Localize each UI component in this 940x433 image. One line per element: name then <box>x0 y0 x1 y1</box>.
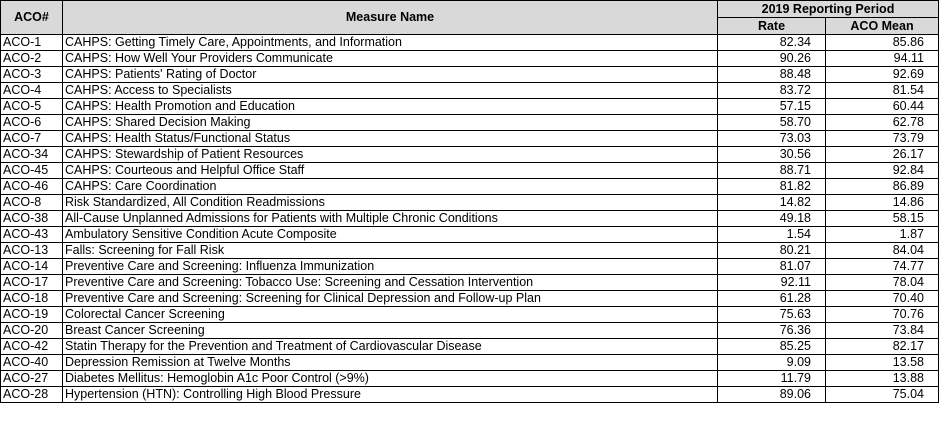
measure-name-cell: Risk Standardized, All Condition Readmissions <box>63 195 718 211</box>
rate-cell: 89.06 <box>718 387 826 403</box>
aco-mean-cell: 92.69 <box>826 67 939 83</box>
measure-name-cell: Ambulatory Sensitive Condition Acute Composite <box>63 227 718 243</box>
aco-cell: ACO-27 <box>1 371 63 387</box>
aco-cell: ACO-19 <box>1 307 63 323</box>
table-row <box>1 67 939 83</box>
aco-mean-cell: 94.11 <box>826 51 939 67</box>
measure-name-cell: Preventive Care and Screening: Tobacco Use: Screening and Cessation Intervention <box>63 275 718 291</box>
measure-name-cell: CAHPS: Care Coordination <box>63 179 718 195</box>
aco-mean-cell: 92.84 <box>826 163 939 179</box>
rate-cell: 82.34 <box>718 35 826 51</box>
table-row <box>1 307 939 323</box>
rate-cell: 30.56 <box>718 147 826 163</box>
table-row <box>1 355 939 371</box>
measure-name-cell: Breast Cancer Screening <box>63 323 718 339</box>
aco-mean-cell: 58.15 <box>826 211 939 227</box>
measure-column-header: Measure Name <box>63 1 718 35</box>
aco-mean-cell: 73.84 <box>826 323 939 339</box>
aco-mean-cell: 26.17 <box>826 147 939 163</box>
aco-mean-cell: 13.58 <box>826 355 939 371</box>
aco-mean-cell: 85.86 <box>826 35 939 51</box>
aco-cell: ACO-45 <box>1 163 63 179</box>
rate-cell: 9.09 <box>718 355 826 371</box>
table-row <box>1 387 939 403</box>
rate-cell: 1.54 <box>718 227 826 243</box>
aco-cell: ACO-3 <box>1 67 63 83</box>
measure-name-cell: Preventive Care and Screening: Influenza Immunization <box>63 259 718 275</box>
measure-name-cell: CAHPS: Access to Specialists <box>63 83 718 99</box>
rate-cell: 11.79 <box>718 371 826 387</box>
rate-cell: 88.71 <box>718 163 826 179</box>
rate-cell: 61.28 <box>718 291 826 307</box>
rate-cell: 73.03 <box>718 131 826 147</box>
measure-name-cell: CAHPS: Patients' Rating of Doctor <box>63 67 718 83</box>
aco-cell: ACO-4 <box>1 83 63 99</box>
aco-cell: ACO-43 <box>1 227 63 243</box>
rate-cell: 81.07 <box>718 259 826 275</box>
aco-cell: ACO-34 <box>1 147 63 163</box>
rate-cell: 81.82 <box>718 179 826 195</box>
aco-mean-cell: 86.89 <box>826 179 939 195</box>
aco-mean-cell: 1.87 <box>826 227 939 243</box>
table-row <box>1 371 939 387</box>
measure-name-cell: Statin Therapy for the Prevention and Treatment of Cardiovascular Disease <box>63 339 718 355</box>
aco-mean-cell: 84.04 <box>826 243 939 259</box>
table-row <box>1 179 939 195</box>
measure-name-cell: CAHPS: Stewardship of Patient Resources <box>63 147 718 163</box>
aco-cell: ACO-5 <box>1 99 63 115</box>
aco-cell: ACO-28 <box>1 387 63 403</box>
rate-cell: 80.21 <box>718 243 826 259</box>
aco-column-header: ACO# <box>1 1 63 35</box>
aco-cell: ACO-17 <box>1 275 63 291</box>
table-row <box>1 243 939 259</box>
aco-cell: ACO-46 <box>1 179 63 195</box>
rate-column-header: Rate <box>718 18 826 35</box>
aco-mean-cell: 75.04 <box>826 387 939 403</box>
aco-cell: ACO-2 <box>1 51 63 67</box>
rate-cell: 83.72 <box>718 83 826 99</box>
table-row <box>1 291 939 307</box>
table-row <box>1 323 939 339</box>
aco-cell: ACO-7 <box>1 131 63 147</box>
table-row <box>1 227 939 243</box>
table-row <box>1 195 939 211</box>
aco-mean-cell: 78.04 <box>826 275 939 291</box>
rate-cell: 14.82 <box>718 195 826 211</box>
measure-name-cell: CAHPS: Health Promotion and Education <box>63 99 718 115</box>
table-row <box>1 275 939 291</box>
rate-cell: 58.70 <box>718 115 826 131</box>
rate-cell: 92.11 <box>718 275 826 291</box>
aco-cell: ACO-42 <box>1 339 63 355</box>
aco-mean-cell: 70.76 <box>826 307 939 323</box>
measure-name-cell: Preventive Care and Screening: Screening for Clinical Depression and Follow-up Plan <box>63 291 718 307</box>
measure-name-cell: Diabetes Mellitus: Hemoglobin A1c Poor Control (>9%) <box>63 371 718 387</box>
rate-cell: 49.18 <box>718 211 826 227</box>
rate-cell: 75.63 <box>718 307 826 323</box>
measure-name-cell: All-Cause Unplanned Admissions for Patients with Multiple Chronic Conditions <box>63 211 718 227</box>
measure-name-cell: Hypertension (HTN): Controlling High Blood Pressure <box>63 387 718 403</box>
reporting-period-header: 2019 Reporting Period <box>718 1 939 18</box>
aco-mean-cell: 74.77 <box>826 259 939 275</box>
aco-mean-cell: 14.86 <box>826 195 939 211</box>
aco-cell: ACO-14 <box>1 259 63 275</box>
table-row <box>1 99 939 115</box>
aco-mean-cell: 13.88 <box>826 371 939 387</box>
aco-cell: ACO-20 <box>1 323 63 339</box>
header-row <box>1 1 939 18</box>
rate-cell: 76.36 <box>718 323 826 339</box>
measure-name-cell: Falls: Screening for Fall Risk <box>63 243 718 259</box>
table-row <box>1 259 939 275</box>
measure-name-cell: CAHPS: How Well Your Providers Communicate <box>63 51 718 67</box>
aco-mean-cell: 81.54 <box>826 83 939 99</box>
aco-cell: ACO-6 <box>1 115 63 131</box>
measure-name-cell: CAHPS: Getting Timely Care, Appointments, and Information <box>63 35 718 51</box>
measure-name-cell: CAHPS: Shared Decision Making <box>63 115 718 131</box>
table-row <box>1 131 939 147</box>
table-row <box>1 83 939 99</box>
table-row <box>1 339 939 355</box>
aco-mean-cell: 60.44 <box>826 99 939 115</box>
aco-cell: ACO-18 <box>1 291 63 307</box>
aco-cell: ACO-13 <box>1 243 63 259</box>
rate-cell: 57.15 <box>718 99 826 115</box>
aco-cell: ACO-38 <box>1 211 63 227</box>
table-row <box>1 147 939 163</box>
aco-cell: ACO-1 <box>1 35 63 51</box>
mean-column-header: ACO Mean <box>826 18 939 35</box>
aco-mean-cell: 70.40 <box>826 291 939 307</box>
aco-mean-cell: 82.17 <box>826 339 939 355</box>
measure-name-cell: CAHPS: Courteous and Helpful Office Staff <box>63 163 718 179</box>
rate-cell: 90.26 <box>718 51 826 67</box>
table-row <box>1 51 939 67</box>
aco-mean-cell: 73.79 <box>826 131 939 147</box>
table-row <box>1 35 939 51</box>
table-row <box>1 163 939 179</box>
table-row <box>1 115 939 131</box>
aco-cell: ACO-40 <box>1 355 63 371</box>
aco-mean-cell: 62.78 <box>826 115 939 131</box>
rate-cell: 85.25 <box>718 339 826 355</box>
table-row <box>1 211 939 227</box>
aco-cell: ACO-8 <box>1 195 63 211</box>
rate-cell: 88.48 <box>718 67 826 83</box>
measure-name-cell: CAHPS: Health Status/Functional Status <box>63 131 718 147</box>
measure-name-cell: Colorectal Cancer Screening <box>63 307 718 323</box>
measure-name-cell: Depression Remission at Twelve Months <box>63 355 718 371</box>
